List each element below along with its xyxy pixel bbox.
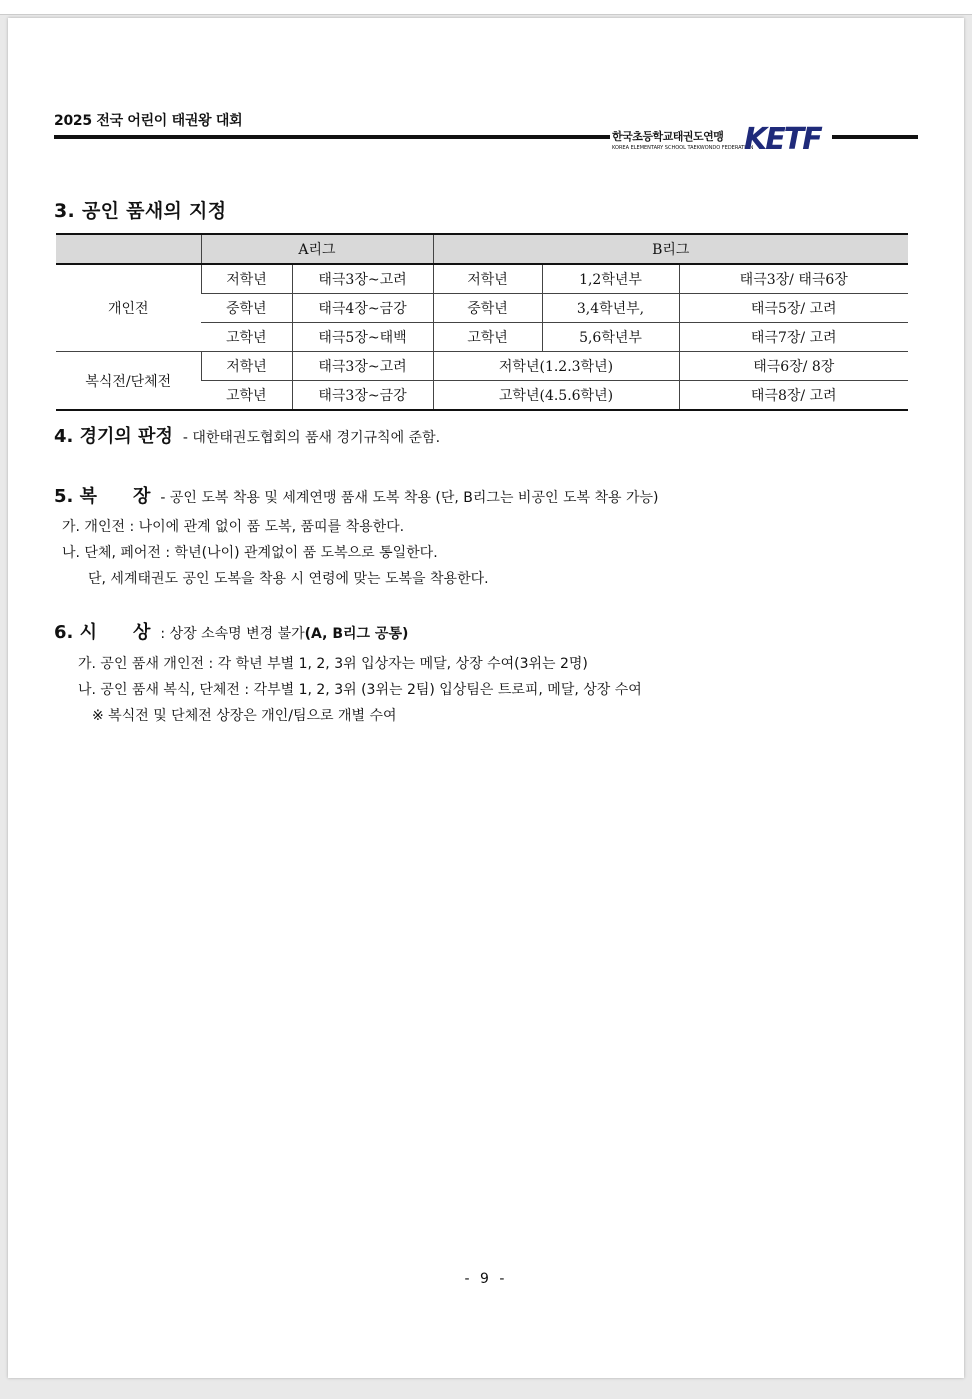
section6-desc: : 상장 소속명 변경 불가 <box>160 626 305 642</box>
table-header-row <box>56 234 908 264</box>
a-poomsae: 태극5장~태백 <box>292 323 433 352</box>
section5-line: 가. 개인전 : 나이에 관계 없이 품 도복, 품띠를 착용한다. <box>62 519 405 535</box>
table-row <box>56 352 908 381</box>
section5-heading <box>54 482 658 508</box>
table-header-empty <box>56 234 201 264</box>
b-years: 3,4학년부, <box>542 294 679 323</box>
section4-heading <box>54 422 440 448</box>
poomsae-table <box>56 233 908 411</box>
section5-line: 단, 세계태권도 공인 도복을 착용 시 연령에 맞는 도복을 착용한다. <box>88 571 489 587</box>
b-poomsae: 태극8장/ 고려 <box>679 381 908 411</box>
b-grade: 고학년 <box>433 323 542 352</box>
header-a-league: A리그 <box>201 234 433 264</box>
group-pair-team: 복식전/단체전 <box>56 352 201 411</box>
a-grade: 고학년 <box>201 323 292 352</box>
top-edge-strip <box>0 0 972 15</box>
section5-desc: - 공인 도복 착용 및 세계연맹 품새 도복 착용 (단, B리그는 비공인 도복 착용 가능) <box>160 490 659 506</box>
section5-title: 5. 복 장 <box>54 486 151 507</box>
b-years: 1,2학년부 <box>542 264 679 294</box>
page-number: - 9 - <box>464 1271 508 1287</box>
header-rule-left <box>54 135 610 139</box>
header-b-league: B리그 <box>433 234 908 264</box>
ketf-logo: KETF <box>744 122 821 157</box>
b-grade-merged: 저학년(1.2.3학년) <box>433 352 679 381</box>
group-individual: 개인전 <box>56 264 201 352</box>
section6-desc-bold: (A, B리그 공통) <box>304 626 409 642</box>
federation-name-english: KOREA ELEMENTARY SCHOOL TAEKWONDO FEDERATION <box>612 145 754 151</box>
b-years: 5,6학년부 <box>542 323 679 352</box>
section3-title: 3. 공인 품새의 지정 <box>54 200 227 222</box>
a-poomsae: 태극4장~금강 <box>292 294 433 323</box>
table-row <box>56 264 908 294</box>
a-grade: 중학년 <box>201 294 292 323</box>
document-header-title: 2025 전국 어린이 태권왕 대회 <box>54 113 243 129</box>
section6-line: 가. 공인 품새 개인전 : 각 학년 부별 1, 2, 3위 입상자는 메달, 상장 수여(3위는 2명) <box>78 656 588 672</box>
a-grade: 저학년 <box>201 352 292 381</box>
section6-heading <box>54 618 408 644</box>
b-poomsae: 태극6장/ 8장 <box>679 352 908 381</box>
section4-title: 4. 경기의 판정 <box>54 426 173 447</box>
b-poomsae: 태극3장/ 태극6장 <box>679 264 908 294</box>
b-poomsae: 태극7장/ 고려 <box>679 323 908 352</box>
section6-title: 6. 시 상 <box>54 622 151 643</box>
b-grade: 중학년 <box>433 294 542 323</box>
a-poomsae: 태극3장~고려 <box>292 352 433 381</box>
section6-line: ※ 복식전 및 단체전 상장은 개인/팀으로 개별 수여 <box>92 708 397 724</box>
federation-name <box>612 128 753 151</box>
federation-name-korean: 한국초등학교태권도연맹 <box>612 130 724 143</box>
a-poomsae: 태극3장~고려 <box>292 264 433 294</box>
section6-line: 나. 공인 품새 복식, 단체전 : 각부별 1, 2, 3위 (3위는 2팀) 입상팀은 트로피, 메달, 상장 수여 <box>78 682 642 698</box>
a-poomsae: 태극3장~금강 <box>292 381 433 411</box>
header-rule-right <box>832 135 918 139</box>
document-page <box>8 18 964 1378</box>
a-grade: 저학년 <box>201 264 292 294</box>
b-grade-merged: 고학년(4.5.6학년) <box>433 381 679 411</box>
section4-desc: - 대한태권도협회의 품새 경기규칙에 준함. <box>182 430 441 446</box>
a-grade: 고학년 <box>201 381 292 411</box>
b-poomsae: 태극5장/ 고려 <box>679 294 908 323</box>
section5-line: 나. 단체, 페어전 : 학년(나이) 관계없이 품 도복으로 통일한다. <box>62 545 438 561</box>
b-grade: 저학년 <box>433 264 542 294</box>
